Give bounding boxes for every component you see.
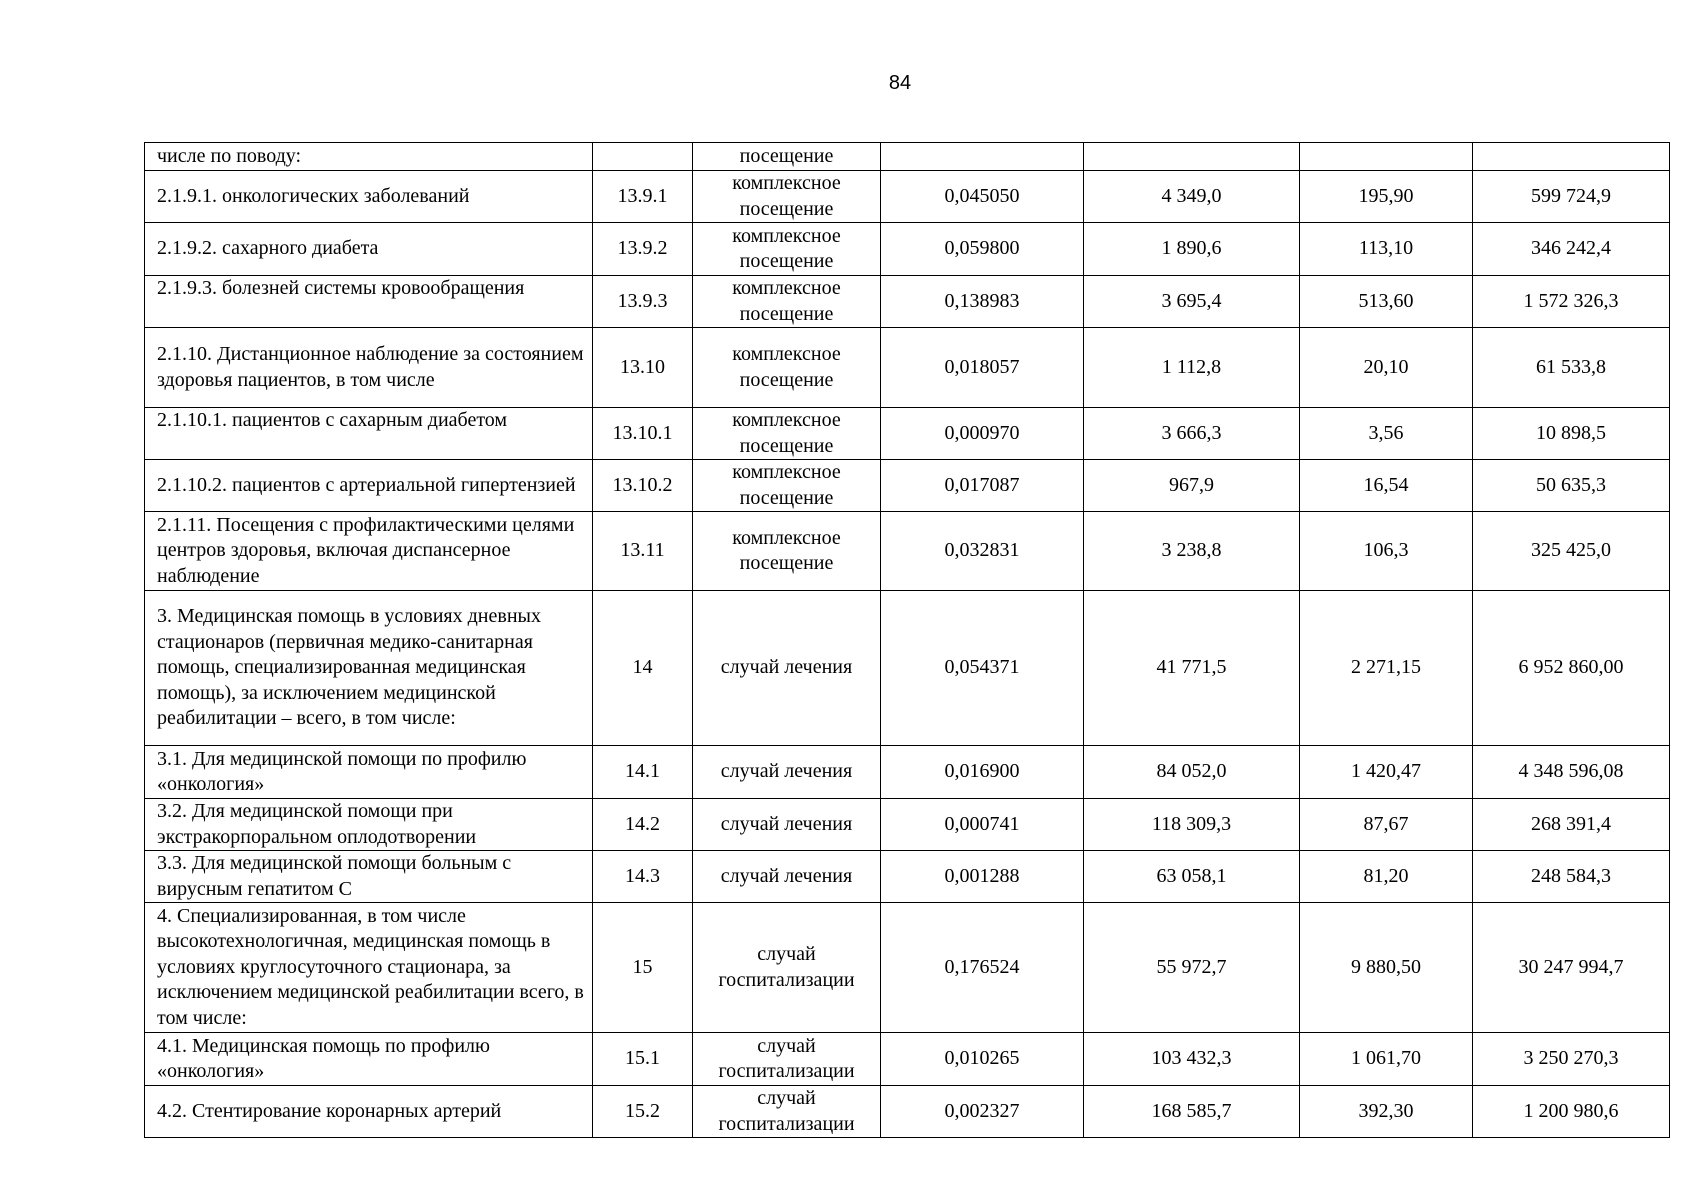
cell-unit: комплексное посещение <box>693 460 881 512</box>
table-row <box>145 143 1670 171</box>
cell-per-capita <box>1300 143 1473 171</box>
cell-name: 2.1.11. Посещения с профилактическими целями центров здоровья, включая диспансерное наблюдение <box>145 512 593 591</box>
cell-code: 13.11 <box>593 512 693 591</box>
cell-code: 15.2 <box>593 1086 693 1138</box>
cell-name: 4. Специализированная, в том числе высокотехнологичная, медицинская помощь в условиях круглосуточного стационара, за исключением медицинской реабилитации всего, в том числе: <box>145 903 593 1033</box>
cell-cost: 168 585,7 <box>1084 1086 1300 1138</box>
cell-cost: 55 972,7 <box>1084 903 1300 1033</box>
cell-total: 248 584,3 <box>1473 851 1670 903</box>
cell-total: 346 242,4 <box>1473 223 1670 276</box>
cell-name: 3.1. Для медицинской помощи по профилю «онкология» <box>145 746 593 799</box>
cell-unit: случай лечения <box>693 851 881 903</box>
cell-norm: 0,000741 <box>881 799 1084 851</box>
cell-cost: 3 238,8 <box>1084 512 1300 591</box>
cell-code: 15 <box>593 903 693 1033</box>
cell-unit: комплексное посещение <box>693 512 881 591</box>
cell-norm: 0,045050 <box>881 171 1084 223</box>
table-row <box>145 328 1670 408</box>
cell-total: 268 391,4 <box>1473 799 1670 851</box>
cell-cost: 41 771,5 <box>1084 591 1300 746</box>
cell-cost: 3 666,3 <box>1084 408 1300 460</box>
table-row <box>145 171 1670 223</box>
cell-unit: комплексное посещение <box>693 408 881 460</box>
cell-norm <box>881 143 1084 171</box>
cell-name: 4.2. Стентирование коронарных артерий <box>145 1086 593 1138</box>
cell-cost: 967,9 <box>1084 460 1300 512</box>
cell-norm: 0,054371 <box>881 591 1084 746</box>
cell-cost: 4 349,0 <box>1084 171 1300 223</box>
cell-cost: 63 058,1 <box>1084 851 1300 903</box>
cell-per-capita: 1 061,70 <box>1300 1033 1473 1086</box>
cell-unit: комплексное посещение <box>693 328 881 408</box>
cell-code: 13.9.1 <box>593 171 693 223</box>
cell-cost: 84 052,0 <box>1084 746 1300 799</box>
cell-cost <box>1084 143 1300 171</box>
cell-unit: случай лечения <box>693 746 881 799</box>
cell-name: числе по поводу: <box>145 143 593 171</box>
cell-per-capita: 106,3 <box>1300 512 1473 591</box>
cell-cost: 3 695,4 <box>1084 276 1300 328</box>
cell-cost: 103 432,3 <box>1084 1033 1300 1086</box>
table-row <box>145 1086 1670 1138</box>
table-row <box>145 591 1670 746</box>
cell-unit: комплексное посещение <box>693 276 881 328</box>
cell-total: 61 533,8 <box>1473 328 1670 408</box>
cell-norm: 0,059800 <box>881 223 1084 276</box>
cell-unit: комплексное посещение <box>693 223 881 276</box>
cell-norm: 0,032831 <box>881 512 1084 591</box>
cell-per-capita: 392,30 <box>1300 1086 1473 1138</box>
cell-code: 13.10.2 <box>593 460 693 512</box>
cell-per-capita: 195,90 <box>1300 171 1473 223</box>
cell-norm: 0,016900 <box>881 746 1084 799</box>
cell-name: 2.1.9.1. онкологических заболеваний <box>145 171 593 223</box>
cell-code: 13.10.1 <box>593 408 693 460</box>
cell-code: 15.1 <box>593 1033 693 1086</box>
cell-total <box>1473 143 1670 171</box>
table-row <box>145 512 1670 591</box>
cell-name: 2.1.10.2. пациентов с артериальной гипертензией <box>145 460 593 512</box>
cell-name: 2.1.9.2. сахарного диабета <box>145 223 593 276</box>
cell-cost: 118 309,3 <box>1084 799 1300 851</box>
cell-total: 1 200 980,6 <box>1473 1086 1670 1138</box>
cell-code: 13.9.2 <box>593 223 693 276</box>
table-row <box>145 1033 1670 1086</box>
cell-total: 10 898,5 <box>1473 408 1670 460</box>
cell-per-capita: 2 271,15 <box>1300 591 1473 746</box>
cell-total: 3 250 270,3 <box>1473 1033 1670 1086</box>
table-row <box>145 223 1670 276</box>
cell-code: 14.1 <box>593 746 693 799</box>
cell-norm: 0,017087 <box>881 460 1084 512</box>
cell-unit: посещение <box>693 143 881 171</box>
cell-per-capita: 1 420,47 <box>1300 746 1473 799</box>
table-body <box>145 143 1670 1138</box>
cell-unit: случай госпитализации <box>693 1033 881 1086</box>
cell-code: 13.10 <box>593 328 693 408</box>
cell-code: 14.3 <box>593 851 693 903</box>
cell-code <box>593 143 693 171</box>
cell-unit: случай лечения <box>693 591 881 746</box>
cell-per-capita: 87,67 <box>1300 799 1473 851</box>
cell-name: 3.2. Для медицинской помощи при экстракорпоральном оплодотворении <box>145 799 593 851</box>
cell-code: 14 <box>593 591 693 746</box>
cell-name: 3. Медицинская помощь в условиях дневных стационаров (первичная медико-санитарная помощь, специализированная медицинская помощь), за исключением медицинской реабилитации – всего, в том числе: <box>145 591 593 746</box>
table-row <box>145 799 1670 851</box>
cell-total: 599 724,9 <box>1473 171 1670 223</box>
tariff-table <box>144 142 1670 1138</box>
cell-unit: случай лечения <box>693 799 881 851</box>
cell-per-capita: 513,60 <box>1300 276 1473 328</box>
cell-per-capita: 113,10 <box>1300 223 1473 276</box>
cell-total: 4 348 596,08 <box>1473 746 1670 799</box>
cell-cost: 1 112,8 <box>1084 328 1300 408</box>
cell-total: 30 247 994,7 <box>1473 903 1670 1033</box>
cell-name: 2.1.10.1. пациентов с сахарным диабетом <box>145 408 593 460</box>
cell-per-capita: 9 880,50 <box>1300 903 1473 1033</box>
cell-total: 325 425,0 <box>1473 512 1670 591</box>
cell-total: 50 635,3 <box>1473 460 1670 512</box>
table-row <box>145 460 1670 512</box>
cell-per-capita: 81,20 <box>1300 851 1473 903</box>
cell-per-capita: 20,10 <box>1300 328 1473 408</box>
cell-norm: 0,138983 <box>881 276 1084 328</box>
table-row <box>145 408 1670 460</box>
table-row <box>145 746 1670 799</box>
cell-code: 14.2 <box>593 799 693 851</box>
cell-code: 13.9.3 <box>593 276 693 328</box>
cell-norm: 0,000970 <box>881 408 1084 460</box>
cell-unit: случай госпитализации <box>693 1086 881 1138</box>
table-row <box>145 903 1670 1033</box>
cell-cost: 1 890,6 <box>1084 223 1300 276</box>
cell-unit: комплексное посещение <box>693 171 881 223</box>
cell-norm: 0,001288 <box>881 851 1084 903</box>
cell-norm: 0,176524 <box>881 903 1084 1033</box>
cell-name: 3.3. Для медицинской помощи больным с вирусным гепатитом С <box>145 851 593 903</box>
cell-name: 2.1.10. Дистанционное наблюдение за состоянием здоровья пациентов, в том числе <box>145 328 593 408</box>
cell-per-capita: 3,56 <box>1300 408 1473 460</box>
cell-total: 1 572 326,3 <box>1473 276 1670 328</box>
table-row <box>145 276 1670 328</box>
cell-per-capita: 16,54 <box>1300 460 1473 512</box>
cell-norm: 0,018057 <box>881 328 1084 408</box>
page-number: 84 <box>888 72 912 94</box>
table-row <box>145 851 1670 903</box>
cell-norm: 0,010265 <box>881 1033 1084 1086</box>
cell-unit: случай госпитализации <box>693 903 881 1033</box>
cell-name: 4.1. Медицинская помощь по профилю «онкология» <box>145 1033 593 1086</box>
cell-total: 6 952 860,00 <box>1473 591 1670 746</box>
cell-name: 2.1.9.3. болезней системы кровообращения <box>145 276 593 328</box>
cell-norm: 0,002327 <box>881 1086 1084 1138</box>
